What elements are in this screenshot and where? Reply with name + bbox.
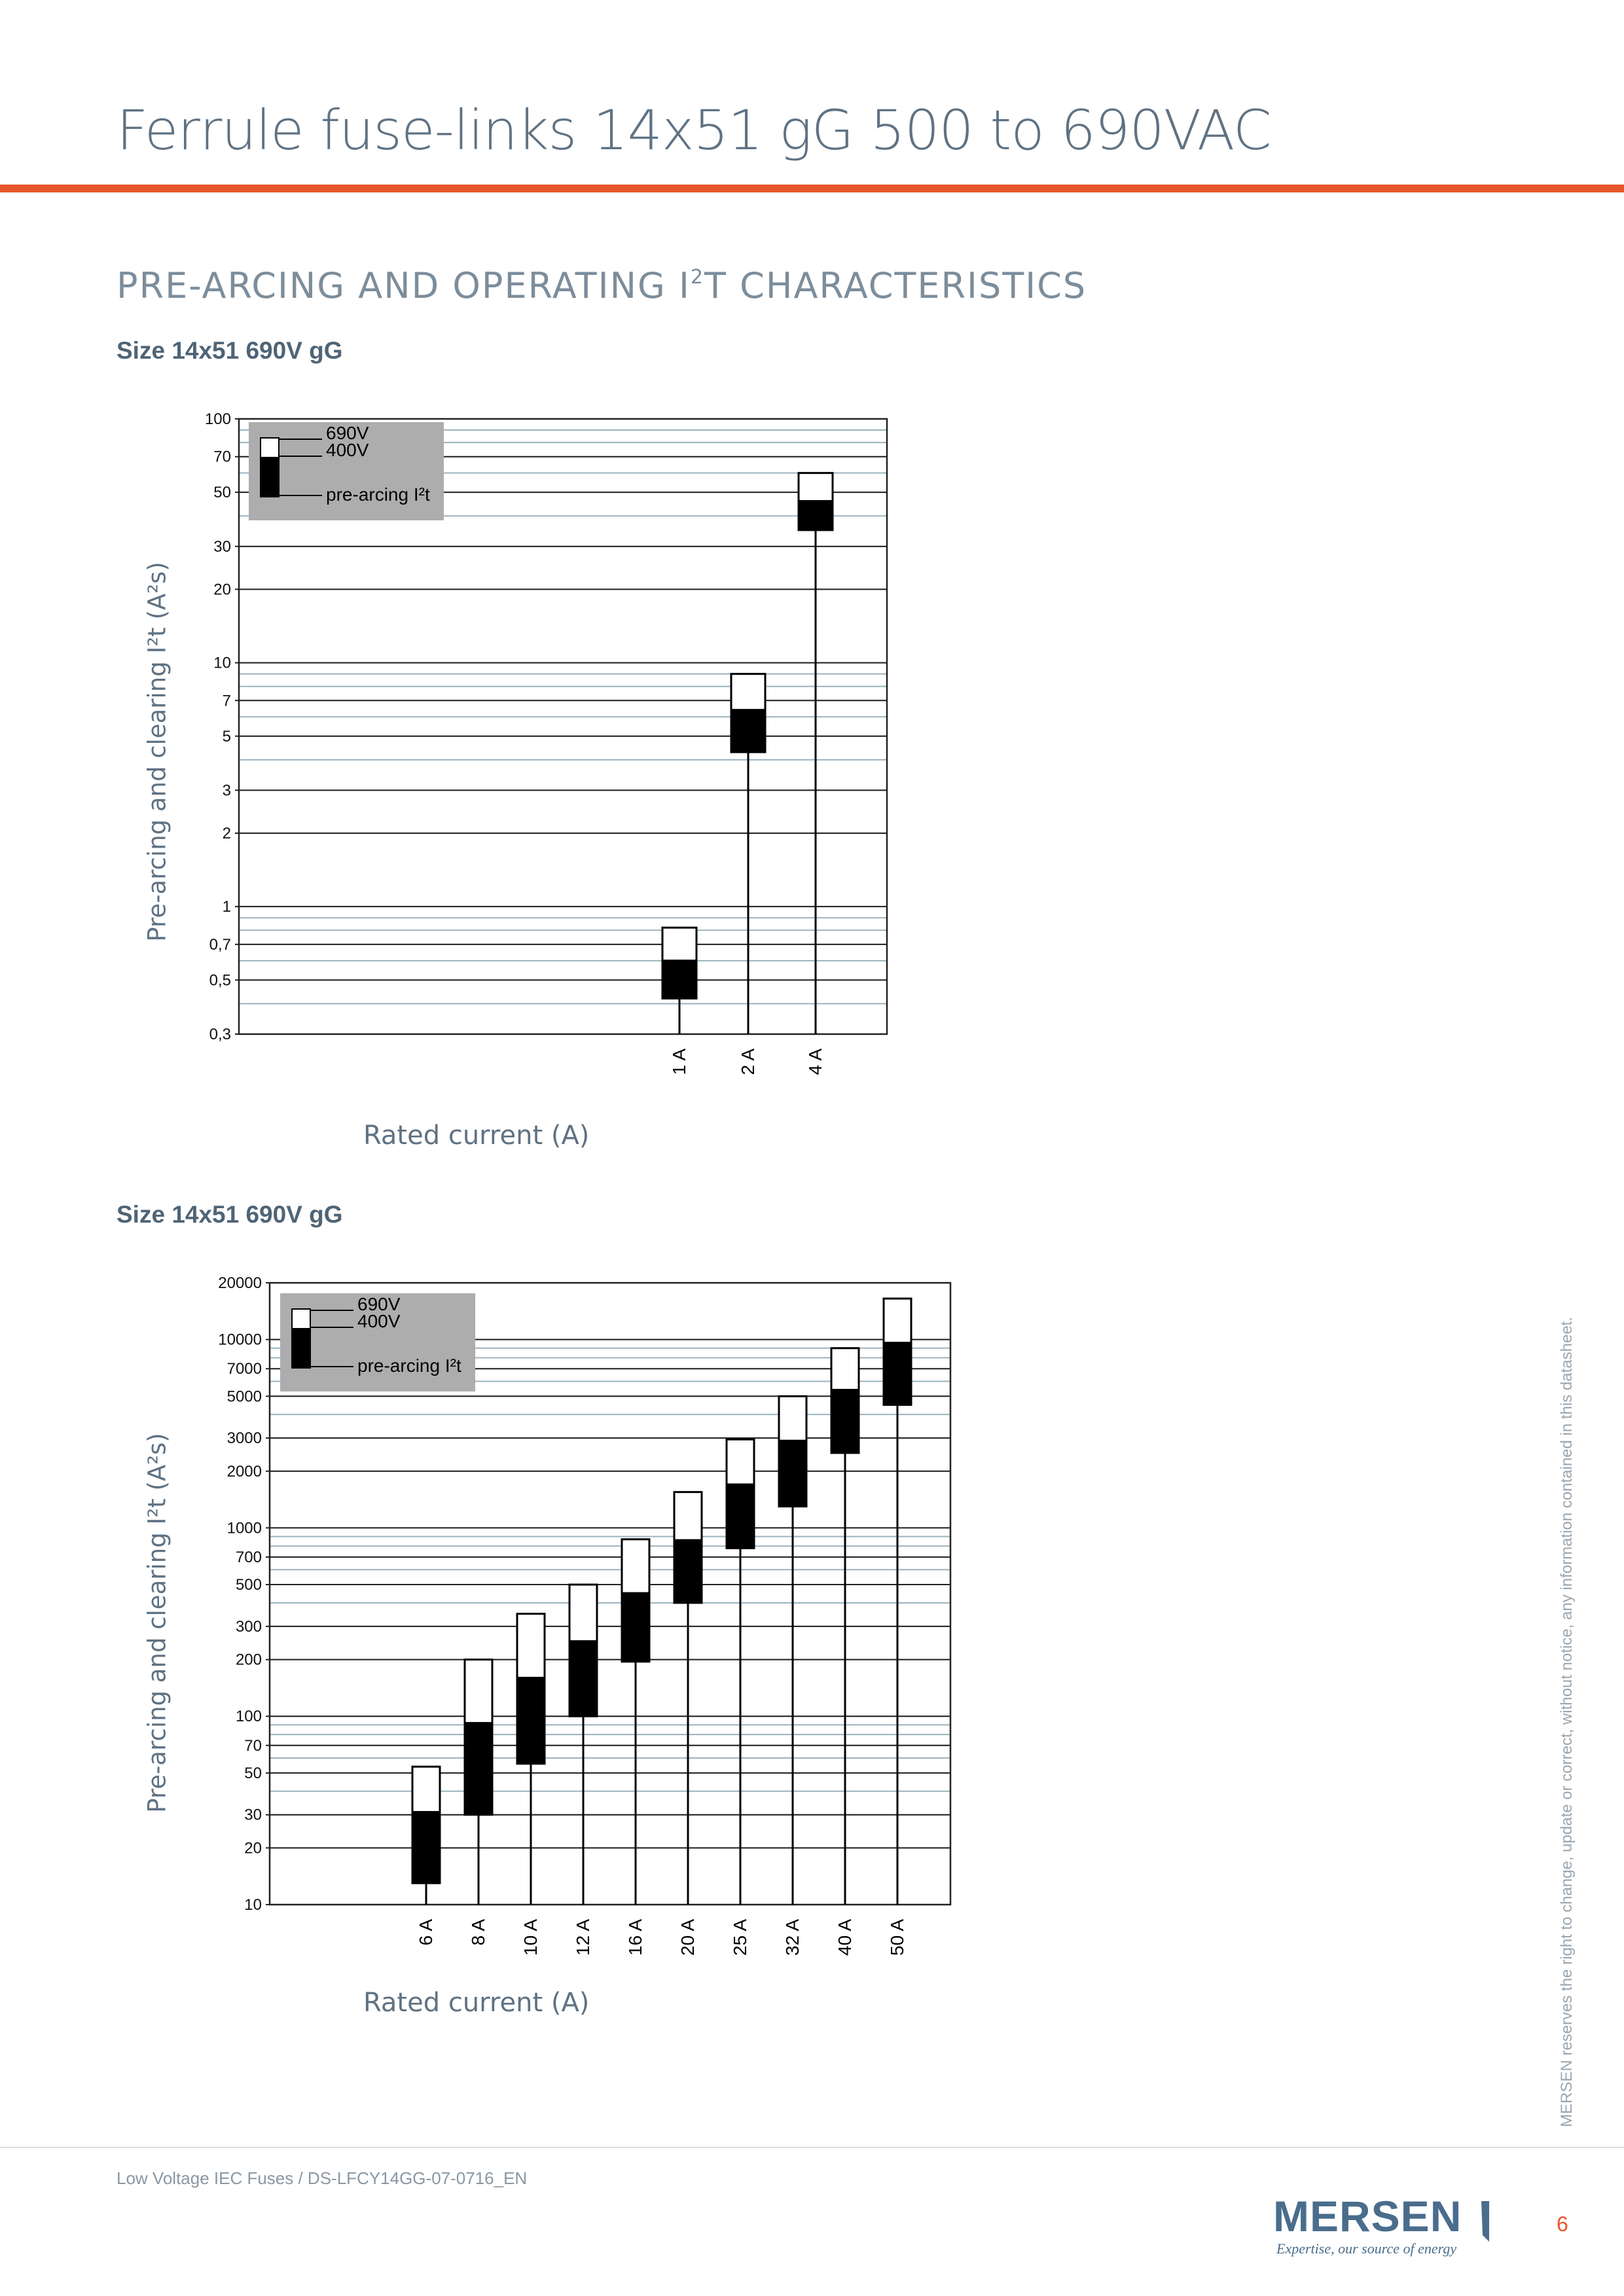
x-tick-label: 12 A	[573, 1919, 593, 1956]
x-tick-label: 8 A	[468, 1919, 488, 1946]
footer-doc-ref: Low Voltage IEC Fuses / DS-LFCY14GG-07-0716_EN	[117, 2168, 528, 2188]
y-tick-label: 5	[222, 727, 231, 745]
y-tick-label: 30	[244, 1806, 262, 1824]
bar-pre-arcing	[465, 1723, 492, 1815]
y-tick-label: 50	[213, 484, 231, 502]
bar-690v	[884, 1299, 911, 1343]
chart2-subtitle: Size 14x51 690V gG	[117, 1201, 343, 1228]
y-tick-label: 700	[235, 1549, 262, 1567]
y-tick-label: 2000	[226, 1462, 262, 1480]
legend-400v-label: 400V	[326, 440, 369, 460]
bar-690v	[517, 1614, 545, 1678]
y-tick-label: 0,3	[209, 1026, 231, 1043]
bar-690v	[674, 1492, 702, 1541]
logo-mark-icon	[1481, 2201, 1489, 2242]
bar-pre-arcing	[569, 1641, 597, 1717]
legend-690v-swatch	[292, 1309, 310, 1329]
x-tick-label: 50 A	[887, 1919, 907, 1956]
y-tick-label: 300	[235, 1617, 262, 1636]
legend-pre-arcing-label: pre-arcing I²t	[357, 1355, 461, 1376]
x-tick-label: 25 A	[730, 1919, 750, 1956]
y-tick-label: 2	[222, 825, 231, 843]
x-tick-label: 4 A	[805, 1049, 825, 1075]
chart2-ylabel: Pre-arcing and clearing I²t (A²s)	[143, 1433, 171, 1813]
bar-690v	[831, 1348, 859, 1390]
mersen-logo	[1273, 2189, 1509, 2261]
bar-pre-arcing	[779, 1441, 806, 1506]
legend-pre-arcing-label: pre-arcing I²t	[326, 484, 430, 505]
x-tick-label: 40 A	[835, 1919, 855, 1956]
bar-pre-arcing	[727, 1484, 754, 1548]
footer-rule	[0, 2147, 1624, 2148]
y-tick-label: 100	[235, 1708, 262, 1726]
y-tick-label: 50	[244, 1764, 262, 1782]
bar-pre-arcing	[831, 1390, 859, 1453]
y-tick-label: 10000	[218, 1331, 262, 1349]
legend-690v-label: 690V	[326, 423, 369, 443]
x-tick-label: 32 A	[782, 1919, 803, 1956]
x-tick-label: 10 A	[520, 1919, 541, 1956]
bar-690v	[569, 1585, 597, 1641]
bar-pre-arcing	[622, 1593, 649, 1662]
bar-690v	[622, 1539, 649, 1593]
chart1-subtitle: Size 14x51 690V gG	[117, 337, 343, 364]
bar-690v	[412, 1767, 440, 1812]
bar-690v	[727, 1439, 754, 1484]
chart2-xlabel: Rated current (A)	[363, 1988, 590, 2018]
y-tick-label: 20000	[218, 1274, 262, 1292]
y-tick-label: 3000	[226, 1429, 262, 1448]
y-tick-label: 20	[213, 581, 231, 599]
bar-pre-arcing	[412, 1812, 440, 1884]
x-tick-label: 20 A	[677, 1919, 698, 1956]
x-tick-label: 1 A	[669, 1049, 689, 1075]
y-tick-label: 3	[222, 781, 231, 800]
legend-400v-label: 400V	[357, 1311, 401, 1331]
y-tick-label: 1000	[226, 1519, 262, 1537]
y-tick-label: 7	[222, 692, 231, 710]
legend-400v-swatch	[292, 1329, 310, 1368]
y-tick-label: 0,7	[209, 935, 231, 954]
y-tick-label: 0,5	[209, 971, 231, 990]
logo-tagline: Expertise, our source of energy	[1276, 2240, 1457, 2257]
y-tick-label: 70	[244, 1736, 262, 1755]
section-title: PRE-ARCING AND OPERATING $I^2T$ CHARACTERISTICS	[117, 265, 1087, 306]
bar-pre-arcing	[884, 1343, 911, 1405]
y-tick-label: 7000	[226, 1360, 262, 1378]
y-tick-label: 10	[244, 1896, 262, 1914]
side-disclaimer: MERSEN reserves the right to change, update or correct, without notice, any information contained in this datasheet.	[1558, 1316, 1576, 2127]
y-tick-label: 100	[204, 410, 231, 428]
y-tick-label: 10	[213, 654, 231, 672]
y-tick-label: 70	[213, 448, 231, 466]
bar-pre-arcing	[674, 1540, 702, 1603]
x-tick-label: 6 A	[416, 1919, 436, 1946]
y-tick-label: 5000	[226, 1388, 262, 1406]
y-tick-label: 200	[235, 1651, 262, 1669]
bar-690v	[779, 1396, 806, 1441]
page-number: 6	[1557, 2212, 1568, 2236]
legend-690v-label: 690V	[357, 1294, 401, 1314]
bar-690v	[465, 1660, 492, 1723]
y-tick-label: 500	[235, 1576, 262, 1594]
chart1-ylabel: Pre-arcing and clearing I²t (A²s)	[143, 562, 171, 942]
x-tick-label: 16 A	[625, 1919, 645, 1956]
y-tick-label: 1	[222, 898, 231, 916]
y-tick-label: 20	[244, 1839, 262, 1857]
page-title: Ferrule fuse-links 14x51 gG 500 to 690VAC	[117, 98, 1271, 162]
logo-text: MERSEN	[1273, 2192, 1462, 2240]
x-tick-label: 2 A	[738, 1049, 758, 1075]
y-tick-label: 30	[213, 537, 231, 556]
chart1-xlabel: Rated current (A)	[363, 1121, 590, 1151]
bar-pre-arcing	[517, 1677, 545, 1763]
